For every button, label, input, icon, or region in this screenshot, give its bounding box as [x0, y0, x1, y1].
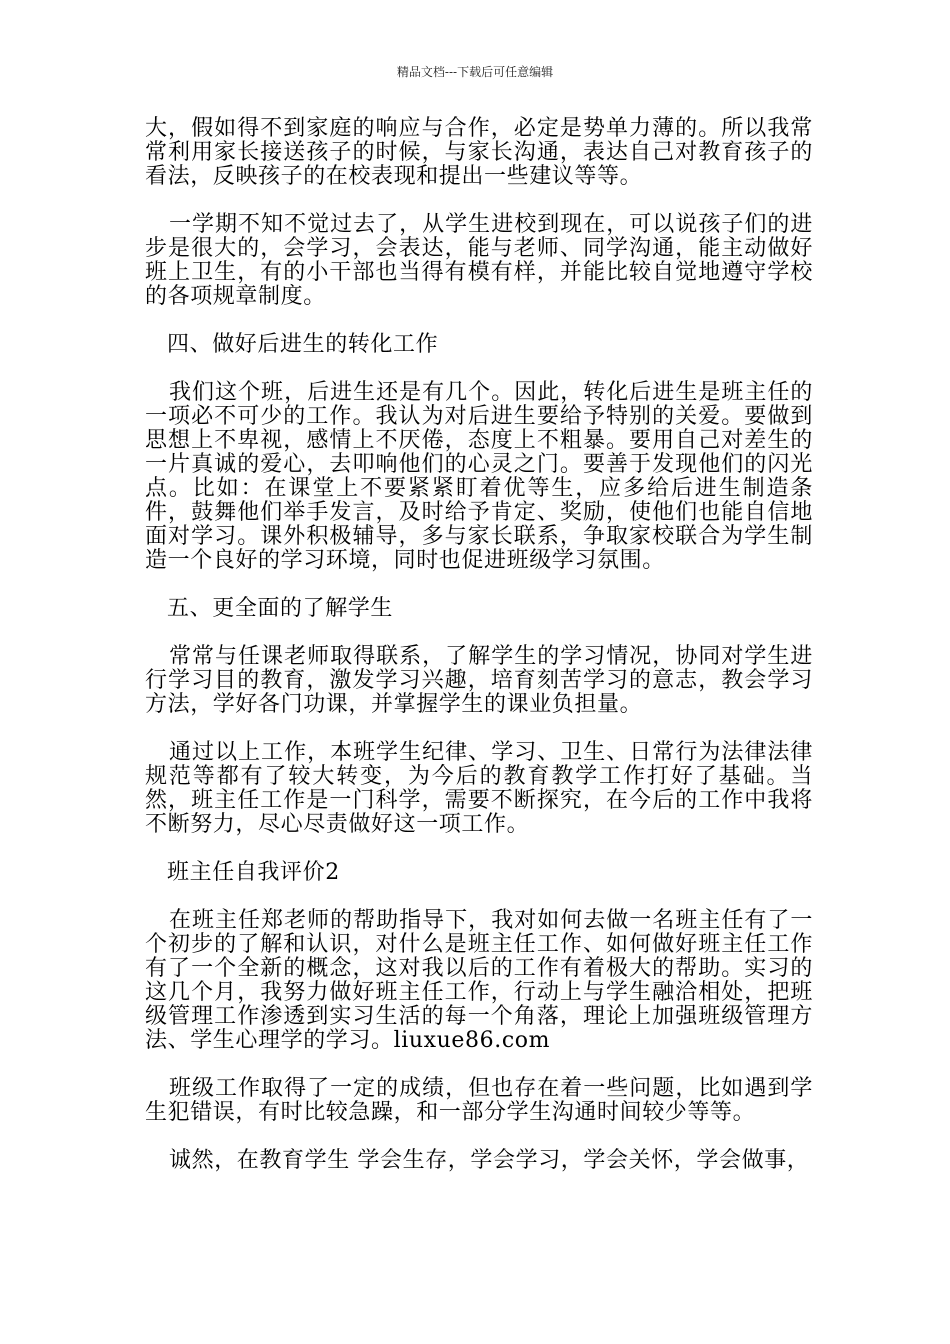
section-heading-4: 四、做好后进生的转化工作 — [167, 332, 439, 357]
paragraph-family-cooperation: 大，假如得不到家庭的响应与合作，必定是势单力薄的。所以我常常利用家长接送孩子的时候，与家长沟通，表达自己对教育孩子的看法，反映孩子的在校表现和提出一些建议等等。 — [145, 116, 813, 189]
paragraph-underachievers: 我们这个班，后进生还是有几个。因此，转化后进生是班主任的一项必不可少的工作。我认为对后进生要给予特别的关爱。要做到思想上不卑视，感情上不厌倦，态度上不粗暴。要用自己对差生的一片真诚的爱心，去叩响他们的心灵之门。要善于发现他们的闪光点。比如：在课堂上不要紧紧盯着优等生，应多给后进生制造条件，鼓舞他们举手发言，及时给予肯定、奖励，使他们也能自信地面对学习。课外积极辅导，多与家长联系，争取家校联合为学生制造一个良好的学习环境，同时也促进班级学习氛围。 — [145, 380, 813, 573]
section-heading-5: 五、更全面的了解学生 — [167, 596, 394, 621]
paragraph-semester-progress: 一学期不知不觉过去了，从学生进校到现在，可以说孩子们的进步是很大的，会学习，会表达，能与老师、同学沟通，能主动做好班上卫生，有的小干部也当得有模有样，并能比较自觉地遵守学校的各项规章制度。 — [145, 212, 813, 309]
paragraph-problems: 班级工作取得了一定的成绩，但也存在着一些问题，比如遇到学生犯错误，有时比较急躁，和一部分学生沟通时间较少等等。 — [145, 1076, 813, 1125]
document-body — [145, 117, 813, 1197]
page-header: 精品文档---下载后可任意编辑 — [396, 65, 554, 79]
paragraph-internship: 在班主任郑老师的帮助指导下，我对如何去做一名班主任有了一个初步的了解和认识，对什么是班主任工作、如何做好班主任工作有了一个全新的概念，这对我以后的工作有着极大的帮助。实习的这几个月，我努力做好班主任工作，行动上与学生融洽相处，把班级管理工作渗透到实习生活的每一个角落，理论上加强班级管理方法、学生心理学的学习。liuxue86.com — [145, 908, 813, 1053]
section-heading-self-evaluation-2: 班主任自我评价2 — [167, 860, 340, 885]
paragraph-teacher-contact: 常常与任课老师取得联系，了解学生的学习情况，协同对学生进行学习目的教育，激发学习兴趣，培育刻苦学习的意志，教会学习方法，学好各门功课，并掌握学生的课业负担量。 — [145, 644, 813, 717]
paragraph-truly: 诚然，在教育学生 学会生存，学会学习，学会关怀，学会做事， — [169, 1148, 810, 1173]
paragraph-summary: 通过以上工作，本班学生纪律、学习、卫生、日常行为法律法律规范等都有了较大转变，为今后的教育教学工作打好了基础。当然，班主任工作是一门科学，需要不断探究，在今后的工作中我将不断努力，尽心尽责做好这一项工作。 — [145, 740, 813, 837]
